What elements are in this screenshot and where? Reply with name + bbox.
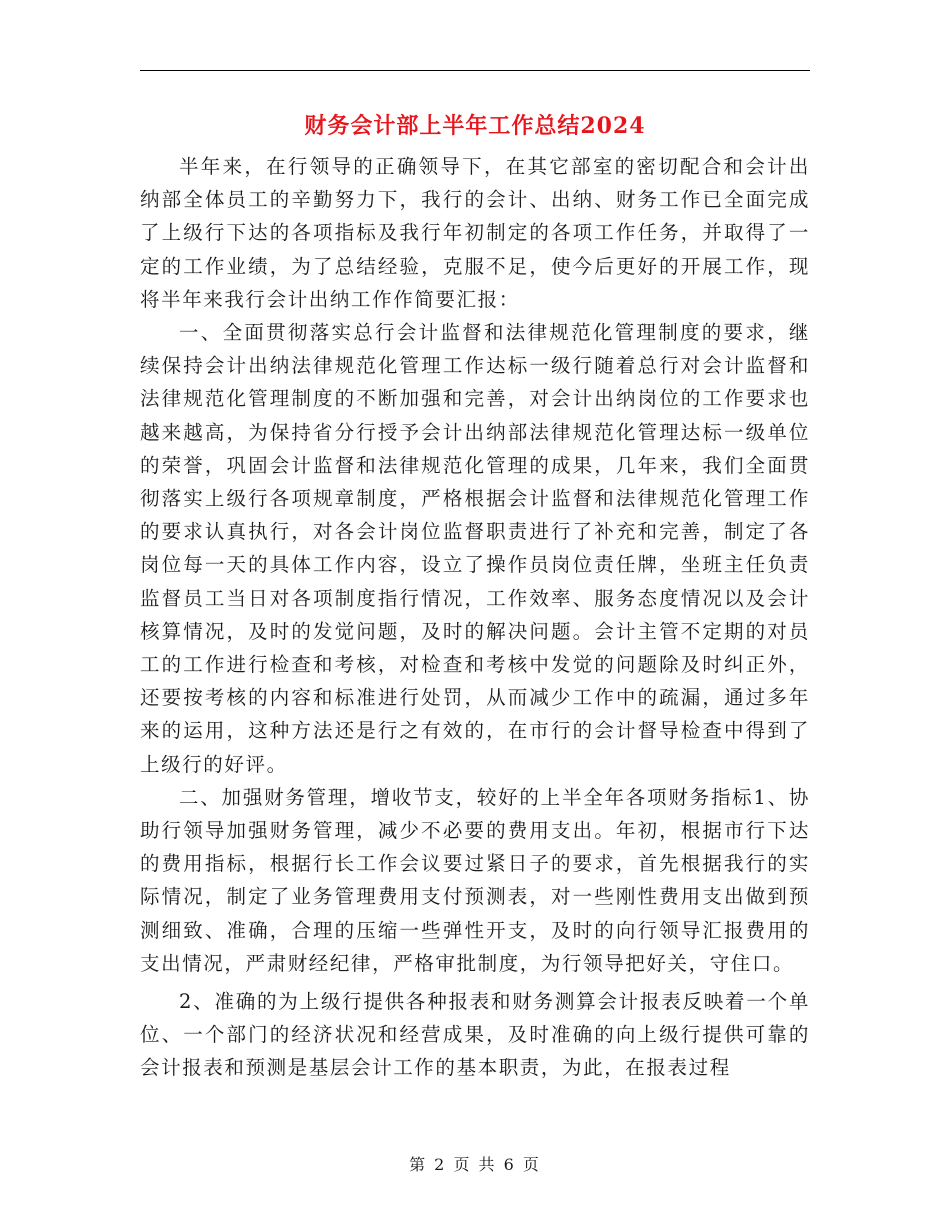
document-body bbox=[140, 150, 810, 1085]
header-rule bbox=[140, 70, 810, 71]
paragraph-section-one: 一、全面贯彻落实总行会计监督和法律规范化管理制度的要求，继续保持会计出纳法律规范化管理工作达标一级行随着总行对会计监督和法律规范化管理制度的不断加强和完善，对会计出纳岗位的工作要求也越来越高，为保持省分行授予会计出纳部法律规范化管理达标一级单位的荣誉，巩固会计监督和法律规范化管理的成果，几年来，我们全面贯彻落实上级行各项规章制度，严格根据会计监督和法律规范化管理工作的要求认真执行，对各会计岗位监督职责进行了补充和完善，制定了各岗位每一天的具体工作内容，设立了操作员岗位责任牌，坐班主任负责监督员工当日对各项制度指行情况，工作效率、服务态度情况以及会计核算情况，及时的发觉问题，及时的解决问题。会计主管不定期的对员工的工作进行检查和考核，对检查和考核中发觉的问题除及时纠正外，还要按考核的内容和标准进行处罚，从而减少工作中的疏漏，通过多年来的运用，这种方法还是行之有效的，在市行的会计督导检查中得到了上级行的好评。 bbox=[140, 321, 810, 776]
paragraph-section-two: 二、加强财务管理，增收节支，较好的上半全年各项财务指标1、协助行领导加强财务管理，减少不必要的费用支出。年初，根据市行下达的费用指标，根据行长工作会议要过紧日子的要求，首先根据我行的实际情况，制定了业务管理费用支付预测表，对一些刚性费用支出做到预测细致、准确，合理的压缩一些弹性开支，及时的向行领导汇报费用的支出情况，严肃财经纪律，严格审批制度，为行领导把好关，守住口。 bbox=[140, 785, 810, 975]
page-number-footer: 第 2 页 共 6 页 bbox=[409, 1155, 541, 1174]
paragraph-intro: 半年来，在行领导的正确领导下，在其它部室的密切配合和会计出纳部全体员工的辛勤努力下，我行的会计、出纳、财务工作已全面完成了上级行下达的各项指标及我行年初制定的各项工作任务，并取得了一定的工作业绩，为了总结经验，克服不足，使今后更好的开展工作，现将半年来我行会计出纳工作作简要汇报： bbox=[140, 155, 810, 311]
document-title: 财务会计部上半年工作总结2024 bbox=[304, 113, 646, 139]
paragraph-item-two: 2、准确的为上级行提供各种报表和财务测算会计报表反映着一个单位、一个部门的经济状况和经营成果，及时准确的向上级行提供可靠的会计报表和预测是基层会计工作的基本职责，为此，在报表过程 bbox=[140, 990, 810, 1080]
